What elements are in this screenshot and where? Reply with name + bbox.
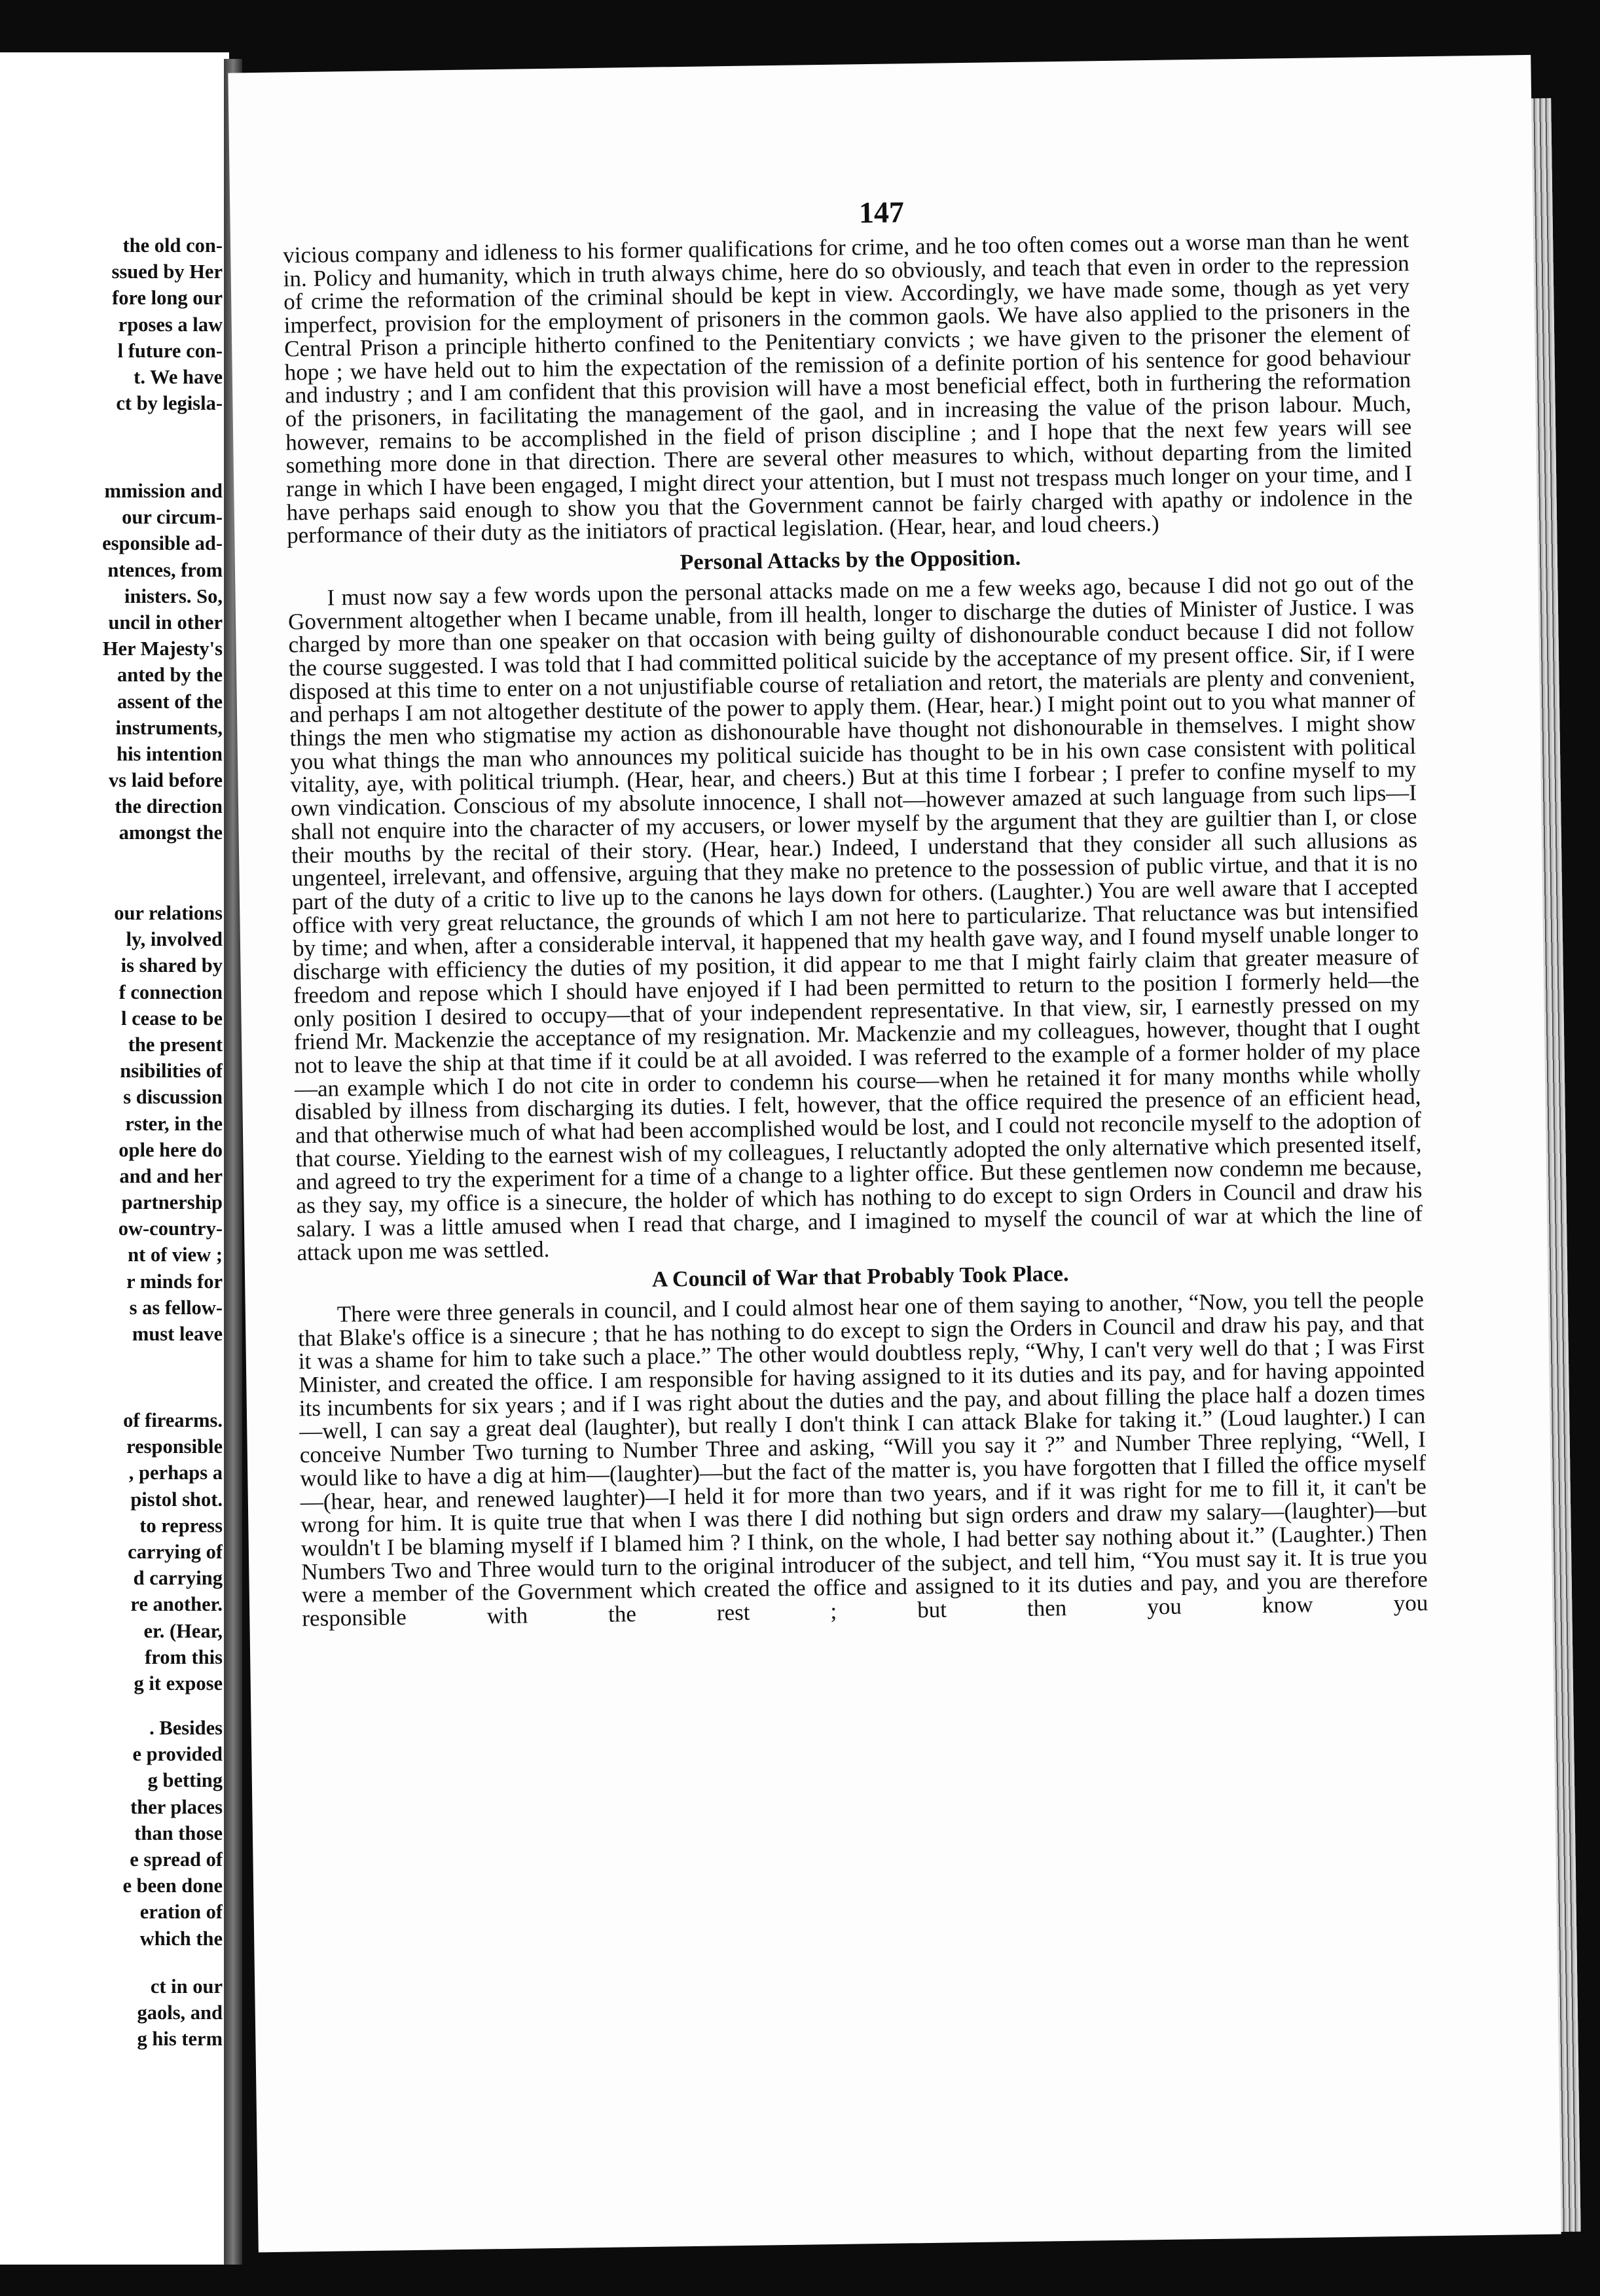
- left-fragment-line: ow-country-: [118, 1217, 223, 1240]
- left-fragment-line: his intention: [117, 742, 223, 765]
- left-fragment-line: nt of view ;: [128, 1244, 223, 1266]
- personal-attacks-paragraph: I must now say a few words upon the personal attacks made on me a few weeks ago, because I did not go out of the Government altogether when I became unable, from ill health, longer to discharge the duties of Minister of Justice. I was charged by more than one speaker on that occasion with being guilty of dishonourable conduct because I did not follow the course suggested. I was told that I had committed political suicide by the acceptance of my present office. Sir, if I were disposed at this time to enter on a not unjustifiable course of retaliation and retort, the materials are plenty and convenient, and perhaps I am not altogether destitute of the power to apply them. (Hear, hear.) I might point out to you what manner of things the men who stigmatise my action as dishonourable have thought not dishonourable in themselves. I might show you what things the man who announces my political suicide has thought to be in his own case consistent with political vitality, aye, with political triumph. (Hear, hear, and cheers.) But at this time I forbear ; I prefer to confine myself to my own vindication. Conscious of my absolute innocence, I shall not—however amazed at such language from such lips—I shall not enquire into the character of my accusers, or lower myself by the argument that they are guiltier than I, or close their mouths by the recital of their story. (Hear, hear.) Indeed, I understand that they consider all such allusions as ungenteel, irrelevant, and offensive, arguing that they make no pretence to the possession of public virtue, and that it is no part of the duty of a critic to live up to the canons he lays down for others. (Laughter.) You are well aware that I accepted office with very great reluctance, the grounds of which I am not here to particularize. That reluctance was but intensified by time; and when, after a considerable interval, it happened that my health gave way, and I found myself unable longer to discharge with efficiency the duties of my position, it did appear to me that I might fairly claim that greater measure of freedom and repose which I should have enjoyed if I had been permitted to return to the position I formerly held—the only position I desired to occupy—that of your independent representative. In that view, sir, I earnestly pressed on my friend Mr. Mackenzie the acceptance of my resignation. Mr. Mackenzie and my colleagues, however, thought that I ought not to leave the ship at that time if it could be at all avoided. I was referred to the example of a former holder of my place—an example which I do not cite in order to condemn his course—when he retained it for many months while wholly disabled by illness from discharging its duties. I felt, however, that the office required the presence of an efficient head, and that otherwise much of what had been accomplished would be lost, and I could not reconcile myself to the adoption of that course. Yielding to the earnest wish of my colleagues, I reluctantly adopted the only alternative which presented itself, and agreed to try the experiment for a time of a change to a lighter office. But these gentlemen now condemn me because, as they say, my office is a sinecure, the holder of which has nothing to do except to sign Orders in Council and draw his salary. I was a little amused when I read that charge, and I imagined to myself the council of war at which the line of attack upon me was settled.: [287, 569, 1423, 1265]
- left-fragment-line: g betting: [147, 1769, 223, 1792]
- left-fragment-line: . Besides: [149, 1717, 223, 1739]
- left-fragment-group-2: [0, 478, 223, 846]
- left-fragment-line: gaols, and: [137, 2001, 223, 2024]
- left-fragment-line: rposes a law: [118, 313, 223, 336]
- left-fragment-line: vs laid before: [109, 769, 223, 792]
- left-fragment-line: s as fellow-: [129, 1296, 223, 1319]
- left-fragment-group-3: [0, 900, 223, 1347]
- left-fragment-line: is shared by: [120, 954, 223, 977]
- left-fragment-line: g it expose: [134, 1672, 223, 1695]
- left-fragment-line: Her Majesty's: [102, 637, 223, 660]
- left-fragment-line: to repress: [139, 1514, 223, 1537]
- left-fragment-line: ther places: [130, 1795, 223, 1818]
- left-fragment-line: e been done: [122, 1874, 223, 1897]
- left-fragment-line: esponsible ad-: [102, 532, 223, 555]
- left-fragment-line: ntences, from: [107, 558, 223, 581]
- left-fragment-line: ssued by Her: [111, 260, 223, 283]
- left-fragment-line: our relations: [114, 902, 223, 924]
- left-fragment-line: g his term: [137, 2028, 223, 2051]
- left-fragment-line: anted by the: [117, 664, 223, 687]
- left-fragment-line: er. (Hear,: [143, 1619, 223, 1642]
- section-heading-council-of-war: A Council of War that Probably Took Place.: [651, 1262, 1069, 1293]
- intro-paragraph: vicious company and idleness to his former qualifications for crime, and he too often comes out a worse man than he went in. Policy and humanity, which in truth always chime, here do so obviously, and teach that even in order to the repression of crime the reformation of the criminal should be kept in view. Accordingly, we have made some, though as yet very imperfect, provision for the employment of prisoners in the common gaols. We have also applied to the prisoners in the Central Prison a principle hitherto confined to the Penitentiary convicts ; we have given to the prisoner the element of hope ; we have held out to him the expectation of the remission of a definite portion of his sentence for good behaviour and industry ; and I am confident that this provision will have a most beneficial effect, both in furthering the reformation of the prisoners, in facilitating the management of the gaol, and in increasing the value of the prison labour. Much, however, remains to be accomplished in the field of prison discipline ; and I hope that the next few years will see something more done in that direction. There are several other measures to which, without departing from the limited range in which I have been engaged, I might direct your attention, but I must not trespass much longer on your time, and I have perhaps said enough to show you that the Government cannot be fairly charged with apathy or indolence in the performance of their duty as the initiators of practical legislation. (Hear, hear, and loud cheers.): [283, 226, 1413, 548]
- page-body: [283, 228, 1428, 1630]
- left-fragment-line: t. We have: [134, 365, 223, 388]
- left-fragment-group-1: [0, 232, 223, 416]
- left-fragment-line: which the: [139, 1927, 223, 1950]
- left-fragment-line: eration of: [139, 1901, 223, 1924]
- right-page: [228, 55, 1561, 2252]
- left-fragment-line: our circum-: [122, 506, 223, 529]
- left-fragment-line: nsibilities of: [120, 1060, 223, 1083]
- left-fragment-line: inisters. So,: [124, 584, 223, 607]
- left-fragment-line: responsible: [126, 1435, 223, 1458]
- left-fragment-line: s discussion: [123, 1086, 223, 1109]
- left-fragment-line: the old con-: [122, 234, 223, 257]
- left-fragment-line: uncil in other: [108, 611, 223, 634]
- left-fragment-line: partnership: [121, 1191, 223, 1214]
- left-fragment-line: and and her: [119, 1164, 223, 1187]
- left-fragment-line: mmission and: [104, 480, 223, 502]
- left-fragment-group-5: [0, 1715, 223, 1952]
- left-fragment-line: rster, in the: [125, 1112, 223, 1135]
- left-fragment-line: assent of the: [117, 690, 223, 713]
- left-fragment-line: ly, involved: [126, 928, 223, 951]
- left-fragment-line: ct in our: [150, 1975, 223, 1998]
- left-fragment-group-4: [0, 1407, 223, 1696]
- left-fragment-line: r minds for: [126, 1270, 223, 1293]
- council-of-war-paragraph: There were three generals in council, and I could almost hear one of them saying to another, “Now, you tell the people that Blake's office is a sinecure ; that he has nothing to do except to sign the Orders in Council and draw his pay, and that it was a shame for him to take such a place.” The other would doubtless reply, “Why, I can't very well do that ; I was First Minister, and created the office. I am responsible for having assigned to it its duties and its pay, and for having appointed its incumbents for six years ; and if I was right about the duties and the pay, and about filling the place half a dozen times—well, I can say a great deal (laughter), but really I don't think I can attack Blake for taking it.” (Loud laughter.) I can conceive Number Two turning to Number Three and asking, “Will you say it ?” and Number Three replying, “Well, I would like to have a dig at him—(laughter)—but the fact of the matter is, you have forgotten that I filled the office myself—(hear, hear, and renewed laughter)—I held it for more than two years, and if it was right for me to fill it, it can't be wrong for him. It is quite true that when I was there I did nothing but sign orders and draw my salary—(laughter)—but wouldn't I be blaming myself if I blamed him ? I think, on the whole, I had better say nothing about it.” (Laughter.) Then Numbers Two and Three would turn to the original introducer of the subject, and tell him, “You must say it. It is true you were a member of the Government which created the office and assigned to it its duties and pay, and you are therefore responsible with the rest ; but then you know you: [298, 1286, 1428, 1632]
- left-fragment-line: pistol shot.: [130, 1488, 223, 1511]
- left-fragment-line: the present: [128, 1033, 223, 1056]
- left-fragment-line: e spread of: [130, 1848, 223, 1871]
- left-fragment-line: e provided: [132, 1743, 223, 1766]
- left-fragment-line: must leave: [132, 1323, 223, 1345]
- left-fragment-line: ople here do: [118, 1138, 223, 1161]
- left-fragment-group-6: [0, 1973, 223, 2053]
- left-fragment-line: from this: [145, 1645, 223, 1668]
- left-fragment-line: re another.: [130, 1593, 223, 1616]
- left-fragment-line: , perhaps a: [128, 1462, 223, 1484]
- left-fragment-line: l future con-: [117, 339, 223, 362]
- left-fragment-line: amongst the: [118, 821, 223, 844]
- section-heading-personal-attacks: Personal Attacks by the Opposition.: [680, 545, 1021, 575]
- page-number: 147: [858, 195, 905, 230]
- left-fragment-line: d carrying: [133, 1567, 223, 1590]
- left-fragment-line: f connection: [118, 980, 223, 1003]
- left-fragment-line: instruments,: [115, 716, 223, 739]
- left-fragment-line: fore long our: [112, 287, 223, 310]
- left-fragment-line: l cease to be: [121, 1007, 223, 1030]
- left-fragment-line: carrying of: [128, 1540, 223, 1563]
- left-fragment-line: than those: [134, 1821, 223, 1844]
- left-fragment-line: the direction: [115, 795, 223, 818]
- left-fragment-line: of firearms.: [123, 1409, 223, 1431]
- left-fragment-line: ct by legisla-: [116, 392, 223, 415]
- left-page: [0, 52, 229, 2265]
